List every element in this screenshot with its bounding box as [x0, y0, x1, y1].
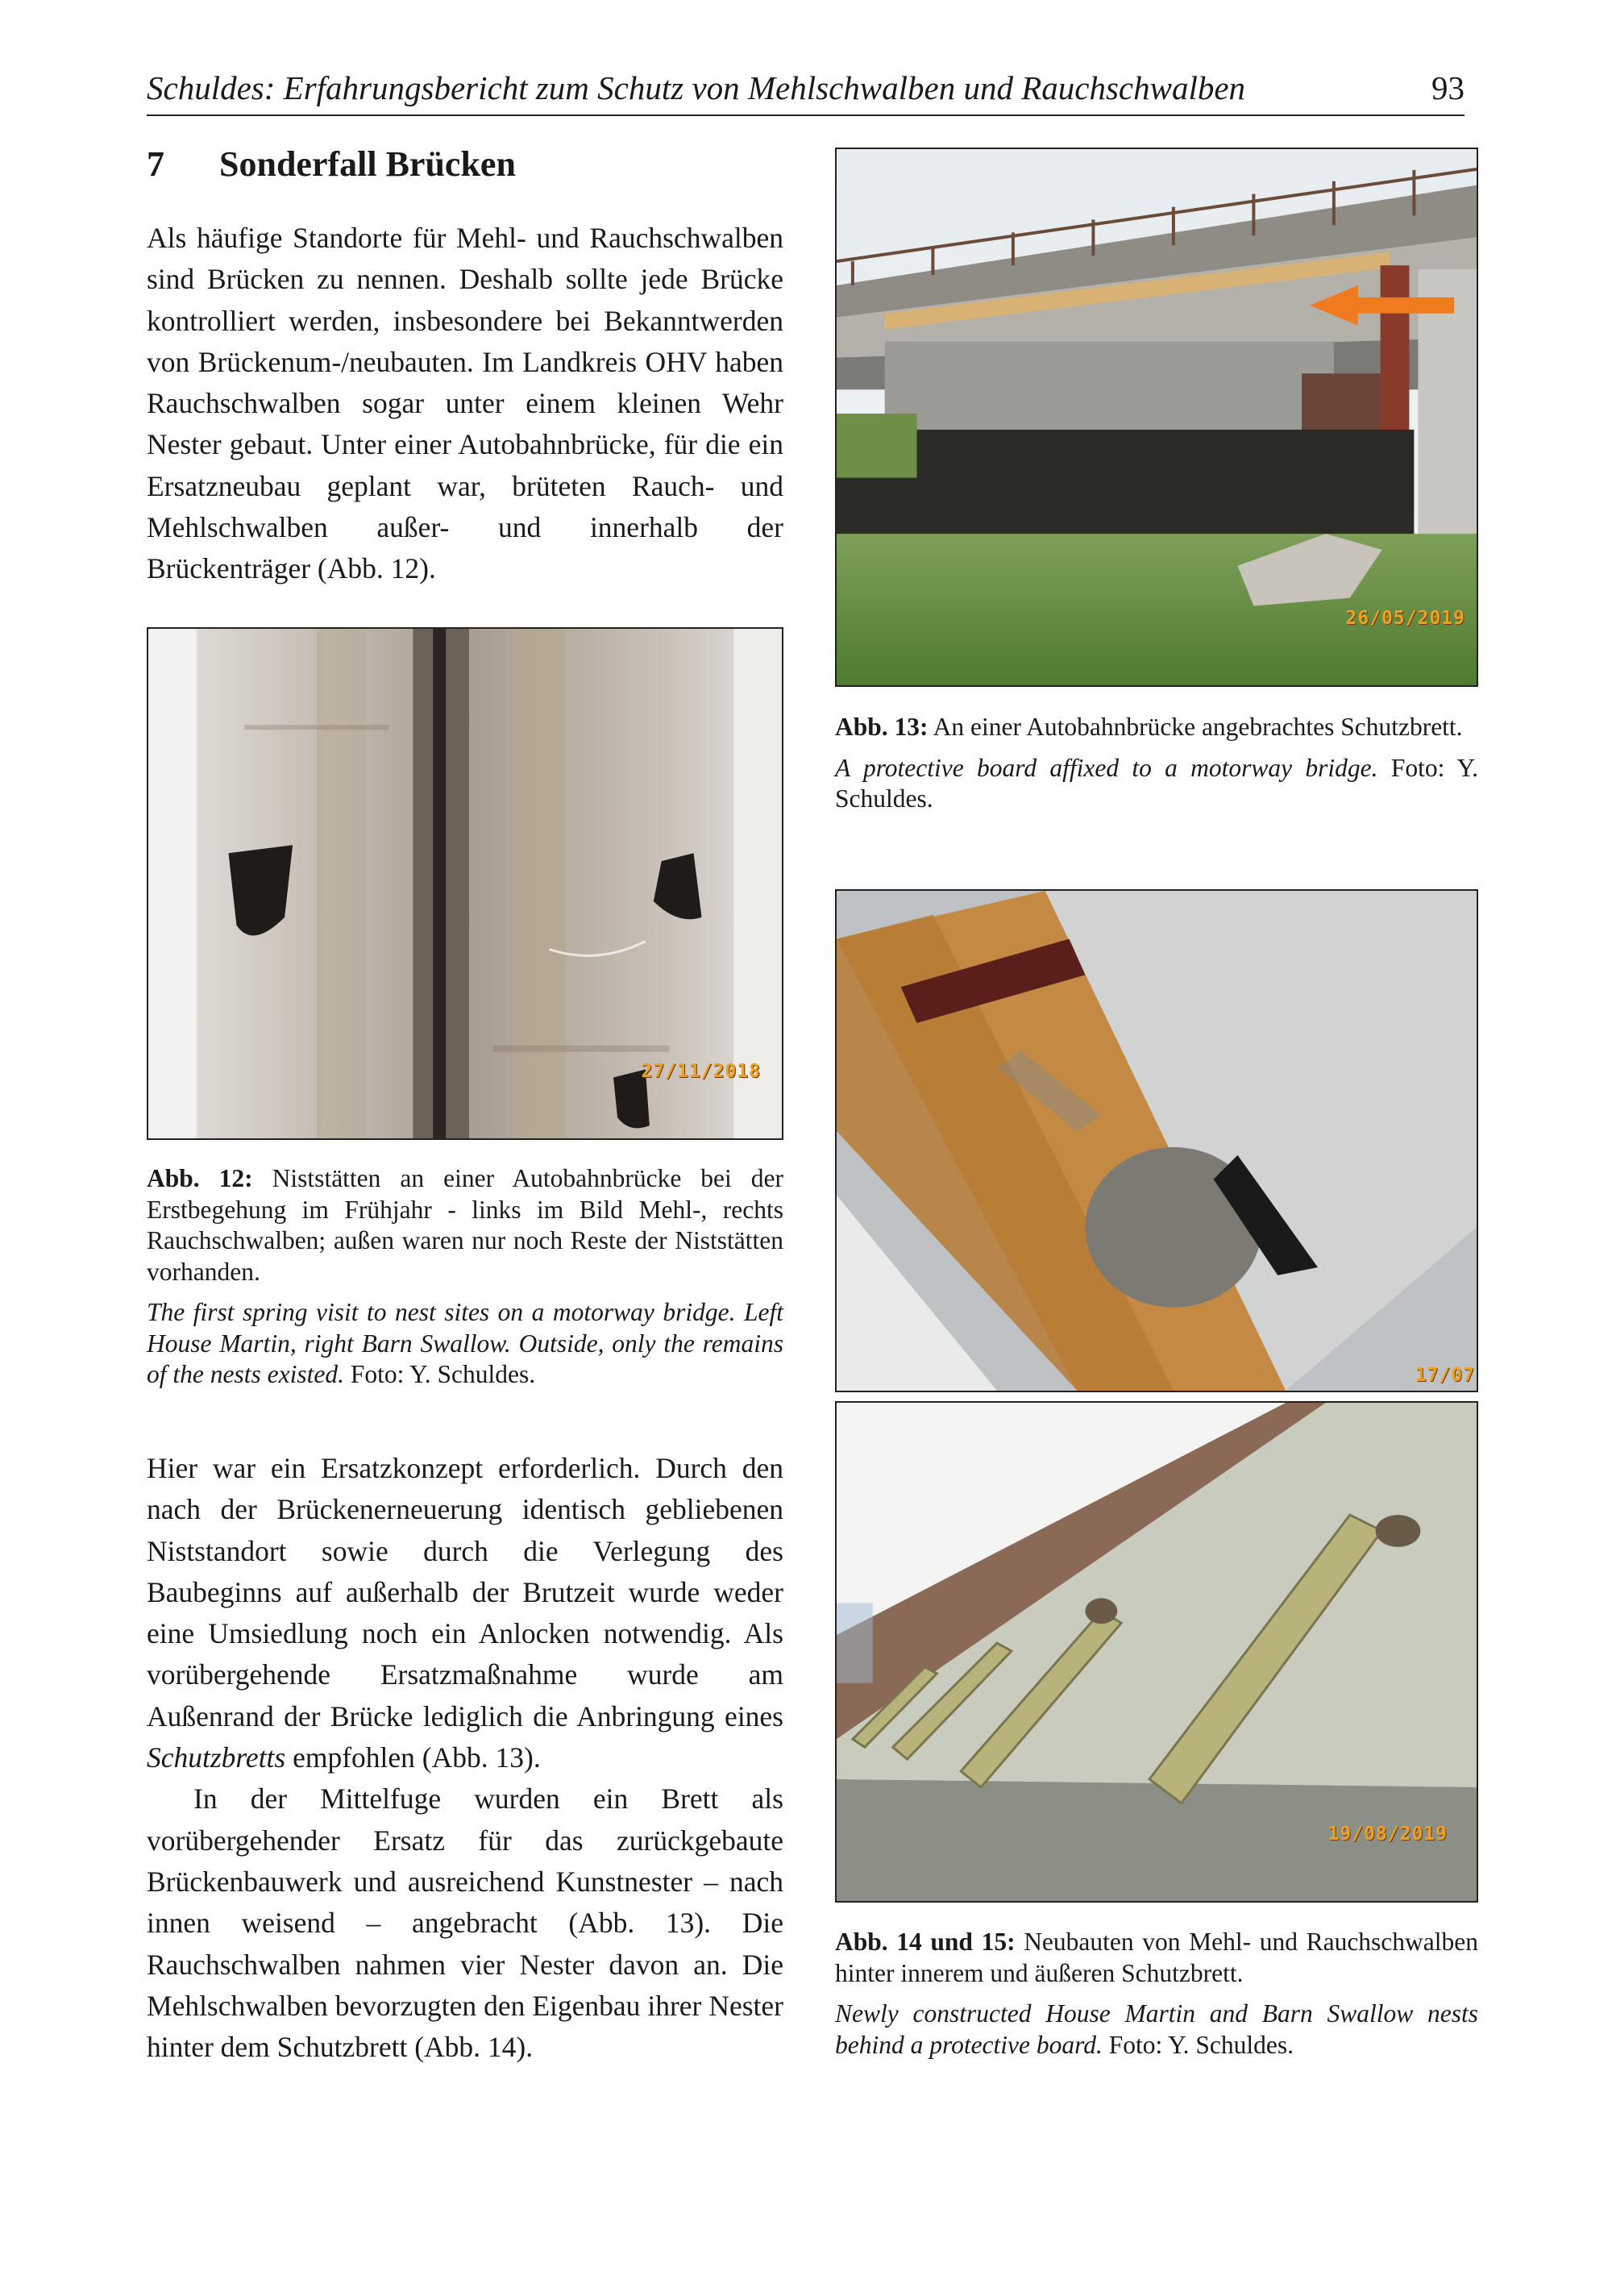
page-header: [147, 68, 1465, 116]
figure-13-caption: [835, 712, 1478, 815]
figure-13-caption-de: [835, 712, 1478, 743]
figure-12-caption-de-text: Niststätten an einer Autobahnbrücke bei der Erstbegehung im Frühjahr - links im Bild Mehl-, rechts Rauchschwalben; außen waren nur noch Reste der Niststätten vorhanden.: [147, 1164, 784, 1286]
motorway-bridge-image: [837, 149, 1477, 685]
figure-12-caption-en-text: The first spring visit to nest sites on a motorway bridge. Left House Martin, right Barn Swallow. Outside, only the remains of the nests existed.: [147, 1298, 783, 1388]
figure-14-15-caption: [835, 1927, 1478, 2061]
paragraph-2-emphasis: Schutzbretts: [147, 1741, 286, 1774]
figure-12-date-stamp: 27/11/2018: [641, 1061, 761, 1082]
figure-13-date-stamp: 26/05/2019: [1345, 608, 1465, 629]
page-number: 93: [1431, 69, 1465, 106]
figure-14-15-caption-en: [835, 1999, 1478, 2061]
section-number: 7: [147, 144, 164, 184]
paragraph-3: In der Mittelfuge wurden ein Brett als vorübergehender Ersatz für das zurückgebaute Brückenbauwerk und ausreichend Kunstnester – nach innen weisend – angebracht (Abb. 13). Die Rauchschwalben nahmen vier Nester davon an. Die Mehlschwalben bevorzugten den Eigenbau ihrer Nester hinter dem Schutzbrett (Abb. 14).: [147, 1782, 783, 2064]
figure-13-caption-en: [835, 753, 1478, 815]
figure-12-photo: [147, 627, 783, 1140]
figure-13-caption-en-text: A protective board affixed to a motorway bridge.: [835, 753, 1378, 782]
figure-14-15-label: Abb. 14 und 15:: [835, 1928, 1016, 1956]
swallow-nest-board-image: [837, 891, 1477, 1391]
body-text-block-2: [147, 1448, 783, 2068]
figure-14-photo: [835, 889, 1478, 1392]
figure-14-15-caption-de: [835, 1927, 1478, 1989]
figure-13-credit: Foto: Y. Schuldes.: [835, 753, 1479, 813]
paragraph-2: [147, 1448, 783, 1778]
figure-12-caption-de: [147, 1163, 783, 1287]
paragraph-2-end: empfohlen (Abb. 13).: [285, 1741, 541, 1774]
figure-12-caption: [147, 1163, 783, 1391]
figure-13-photo: [835, 148, 1478, 687]
figure-12-credit: Foto: Y. Schuldes.: [350, 1360, 536, 1388]
body-text-block-1: [147, 218, 783, 590]
figure-13-caption-de-text: An einer Autobahnbrücke angebrachtes Schutzbrett.: [933, 713, 1463, 741]
paragraph-2-start: Hier war ein Ersatzkonzept erforderlich. Durch den nach der Brückenerneuerung identisch gebliebenen Niststandort sowie durch die Verlegung des Baubeginns auf außerhalb der Brutzeit wurde weder eine Umsiedlung noch ein Anlocken notwendig. Als vorübergehende Ersatzmaßnahme wurde am Außenrand der Brücke lediglich die Anbringung eines: [147, 1452, 783, 1732]
figure-14-15-caption-de-text: Neubauten von Mehl- und Rauchschwalben hinter innerem und äußeren Schutzbrett.: [835, 1928, 1478, 1987]
figure-12-label: Abb. 12:: [147, 1164, 253, 1192]
figure-15-photo: [835, 1401, 1478, 1903]
section-title-text: Sonderfall Brücken: [219, 144, 516, 184]
figure-12-caption-en: [147, 1297, 783, 1391]
figure-14-date-stamp: 17/07: [1415, 1365, 1475, 1386]
paragraph-1: Als häufige Standorte für Mehl- und Rauchschwalben sind Brücken zu nennen. Deshalb sollte jede Brücke kontrolliert werden, insbesondere bei Bekanntwerden von Brückenum-/neubauten. Im Landkreis OHV haben Rauchschwalben sogar unter einem kleinen Wehr Nester gebaut. Unter einer Autobahnbrücke, für die ein Ersatzneubau geplant war, brüteten Rauch- und Mehlschwalben außer- und innerhalb der Brückenträger (Abb. 12).: [147, 222, 783, 585]
running-title: Schuldes: Erfahrungsbericht zum Schutz von Mehlschwalben und Rauchschwalben: [147, 69, 1246, 106]
figure-15-date-stamp: 19/08/2019: [1327, 1824, 1448, 1845]
figure-14-15-credit: Foto: Y. Schuldes.: [1108, 2030, 1294, 2059]
figure-14-15-caption-en-text: Newly constructed House Martin and Barn Swallow nests behind a protective board.: [835, 1999, 1478, 2059]
section-title: [147, 142, 516, 187]
figure-13-label: Abb. 13:: [835, 713, 929, 741]
